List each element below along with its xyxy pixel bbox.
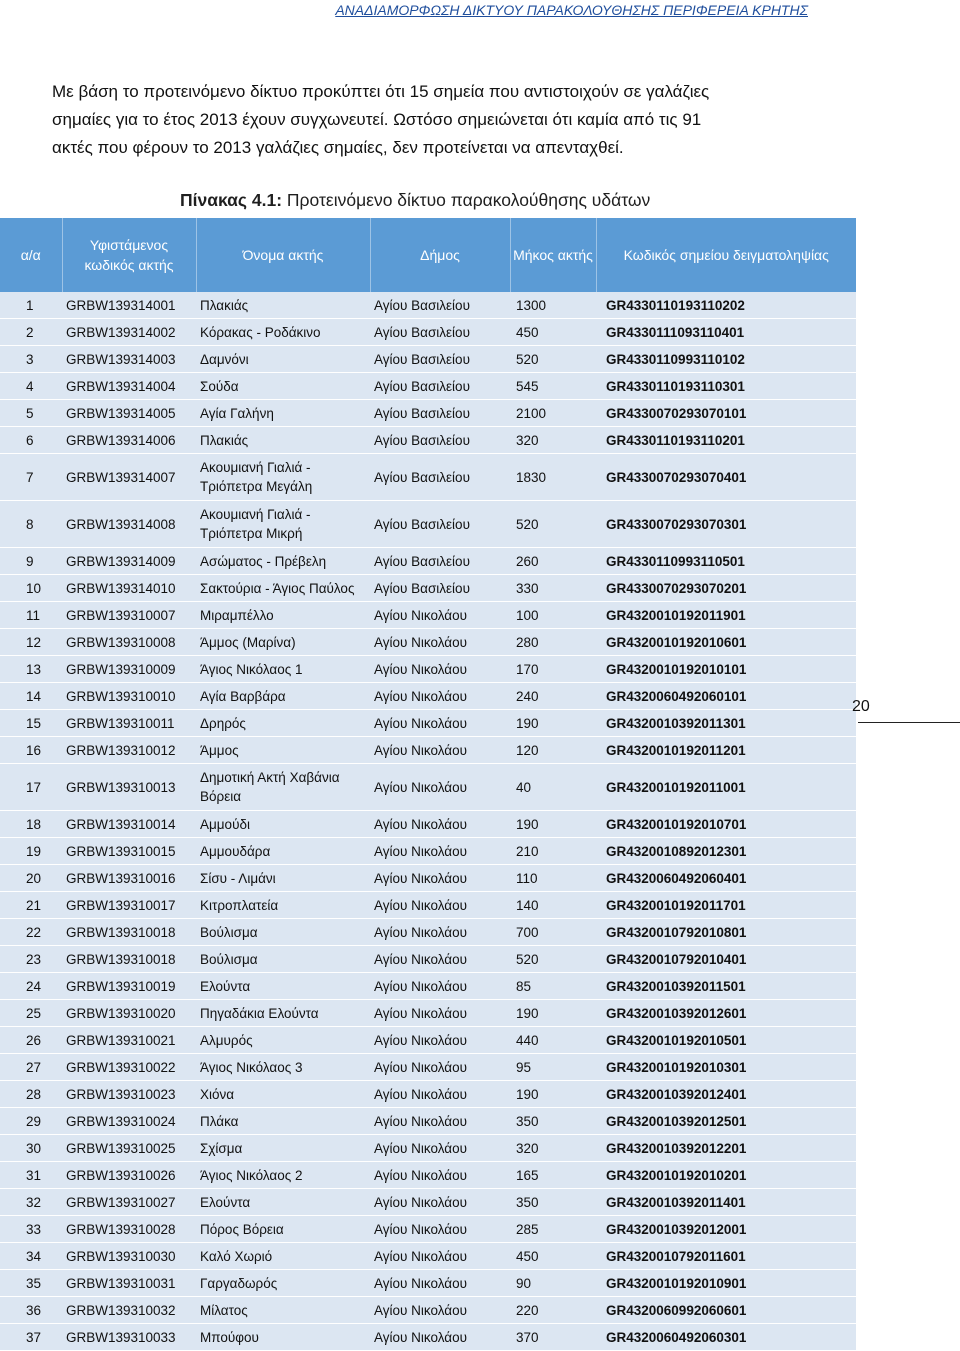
intro-line: ακτές που φέρουν το 2013 γαλάζιες σημαίες, δεν προτείνεται να απενταχθεί. [52, 138, 624, 157]
cell-sample-point: GR4320060492060101 [596, 683, 856, 710]
table-row [0, 1054, 856, 1081]
cell-length: 90 [510, 1270, 596, 1297]
table-row [0, 629, 856, 656]
cell-aa: 20 [0, 865, 62, 892]
header-municipality: Δήμος [370, 218, 510, 292]
table-row [0, 1270, 856, 1297]
cell-municipality: Αγίου Νικολάου [370, 892, 510, 919]
cell-name: Άμμος (Μαρίνα) [196, 629, 370, 656]
cell-length: 450 [510, 319, 596, 346]
cell-name: Δημοτική Ακτή Χαβάνια Βόρεια [196, 764, 370, 811]
cell-aa: 31 [0, 1162, 62, 1189]
cell-sample-point: GR4320010792011601 [596, 1243, 856, 1270]
cell-code: GRBW139310019 [62, 973, 196, 1000]
cell-sample-point: GR4320010192010501 [596, 1027, 856, 1054]
cell-code: GRBW139314006 [62, 427, 196, 454]
cell-municipality: Αγίου Βασιλείου [370, 319, 510, 346]
cell-aa: 25 [0, 1000, 62, 1027]
cell-code: GRBW139310031 [62, 1270, 196, 1297]
table-row [0, 683, 856, 710]
cell-length: 190 [510, 1081, 596, 1108]
cell-code: GRBW139314002 [62, 319, 196, 346]
cell-sample-point: GR4320010392012401 [596, 1081, 856, 1108]
cell-sample-point: GR4330110993110102 [596, 346, 856, 373]
cell-name: Αλμυρός [196, 1027, 370, 1054]
cell-length: 1300 [510, 292, 596, 319]
cell-municipality: Αγίου Νικολάου [370, 629, 510, 656]
cell-aa: 26 [0, 1027, 62, 1054]
cell-sample-point: GR4330110193110301 [596, 373, 856, 400]
table-row [0, 1216, 856, 1243]
cell-code: GRBW139310007 [62, 602, 196, 629]
table-row [0, 454, 856, 501]
cell-municipality: Αγίου Βασιλείου [370, 501, 510, 548]
cell-municipality: Αγίου Νικολάου [370, 710, 510, 737]
cell-name: Σακτούρια - Άγιος Παύλος [196, 575, 370, 602]
cell-length: 210 [510, 838, 596, 865]
intro-line: σημαίες για το έτος 2013 έχουν συγχωνευτεί. Ωστόσο σημειώνεται ότι καμία από τις 91 [52, 110, 702, 129]
cell-name: Άμμος [196, 737, 370, 764]
cell-name: Αγία Βαρβάρα [196, 683, 370, 710]
table-row [0, 427, 856, 454]
cell-municipality: Αγίου Νικολάου [370, 865, 510, 892]
cell-municipality: Αγίου Νικολάου [370, 1027, 510, 1054]
cell-aa: 14 [0, 683, 62, 710]
cell-length: 165 [510, 1162, 596, 1189]
cell-name: Πλακιάς [196, 292, 370, 319]
cell-municipality: Αγίου Νικολάου [370, 973, 510, 1000]
table-row [0, 865, 856, 892]
cell-aa: 27 [0, 1054, 62, 1081]
cell-length: 520 [510, 501, 596, 548]
cell-name: Βούλισμα [196, 946, 370, 973]
cell-municipality: Αγίου Νικολάου [370, 1189, 510, 1216]
cell-code: GRBW139314005 [62, 400, 196, 427]
cell-municipality: Αγίου Νικολάου [370, 1054, 510, 1081]
cell-code: GRBW139310027 [62, 1189, 196, 1216]
cell-length: 320 [510, 427, 596, 454]
cell-municipality: Αγίου Νικολάου [370, 1297, 510, 1324]
caption-text: Προτεινόμενο δίκτυο παρακολούθησης υδάτων [282, 190, 651, 210]
header-aa: α/α [0, 218, 62, 292]
cell-code: GRBW139310024 [62, 1108, 196, 1135]
cell-aa: 23 [0, 946, 62, 973]
cell-sample-point: GR4320010392012601 [596, 1000, 856, 1027]
running-header: ΑΝΑΔΙΑΜΟΡΦΩΣΗ ΔΙΚΤΥΟΥ ΠΑΡΑΚΟΛΟΥΘΗΣΗΣ ΠΕΡΙΦΕΡΕΙΑ ΚΡΗΤΗΣ [335, 2, 808, 18]
cell-length: 120 [510, 737, 596, 764]
cell-length: 140 [510, 892, 596, 919]
cell-aa: 22 [0, 919, 62, 946]
cell-length: 170 [510, 656, 596, 683]
cell-length: 190 [510, 710, 596, 737]
cell-sample-point: GR4330111093110401 [596, 319, 856, 346]
cell-name: Δαμνόνι [196, 346, 370, 373]
cell-sample-point: GR4320010392011501 [596, 973, 856, 1000]
cell-municipality: Αγίου Νικολάου [370, 838, 510, 865]
cell-name: Ελούντα [196, 1189, 370, 1216]
cell-length: 95 [510, 1054, 596, 1081]
cell-length: 285 [510, 1216, 596, 1243]
cell-code: GRBW139310014 [62, 811, 196, 838]
cell-length: 520 [510, 946, 596, 973]
cell-name: Άγιος Νικόλαος 3 [196, 1054, 370, 1081]
cell-code: GRBW139310028 [62, 1216, 196, 1243]
cell-municipality: Αγίου Νικολάου [370, 1162, 510, 1189]
cell-length: 545 [510, 373, 596, 400]
cell-aa: 6 [0, 427, 62, 454]
table-row [0, 1189, 856, 1216]
cell-sample-point: GR4330070293070401 [596, 454, 856, 501]
cell-length: 190 [510, 811, 596, 838]
cell-code: GRBW139314010 [62, 575, 196, 602]
cell-name: Ελούντα [196, 973, 370, 1000]
cell-aa: 4 [0, 373, 62, 400]
cell-sample-point: GR4330110193110202 [596, 292, 856, 319]
cell-code: GRBW139310026 [62, 1162, 196, 1189]
intro-paragraph [52, 78, 832, 162]
cell-aa: 1 [0, 292, 62, 319]
cell-name: Αμμούδι [196, 811, 370, 838]
cell-length: 100 [510, 602, 596, 629]
cell-length: 350 [510, 1189, 596, 1216]
cell-aa: 19 [0, 838, 62, 865]
cell-length: 320 [510, 1135, 596, 1162]
page-number-rule [858, 722, 960, 723]
cell-municipality: Αγίου Νικολάου [370, 656, 510, 683]
table-row [0, 292, 856, 319]
cell-code: GRBW139310018 [62, 919, 196, 946]
table-row [0, 1243, 856, 1270]
cell-name: Κιτροπλατεία [196, 892, 370, 919]
cell-aa: 28 [0, 1081, 62, 1108]
header-code: Υφιστάμενος κωδικός ακτής [62, 218, 196, 292]
table-row [0, 1000, 856, 1027]
cell-code: GRBW139314001 [62, 292, 196, 319]
cell-aa: 15 [0, 710, 62, 737]
cell-code: GRBW139314008 [62, 501, 196, 548]
cell-municipality: Αγίου Βασιλείου [370, 454, 510, 501]
cell-name: Άγιος Νικόλαος 2 [196, 1162, 370, 1189]
cell-municipality: Αγίου Νικολάου [370, 602, 510, 629]
cell-code: GRBW139310017 [62, 892, 196, 919]
table-row [0, 602, 856, 629]
cell-aa: 37 [0, 1324, 62, 1351]
cell-municipality: Αγίου Βασιλείου [370, 548, 510, 575]
cell-aa: 16 [0, 737, 62, 764]
cell-length: 240 [510, 683, 596, 710]
cell-sample-point: GR4320010892012301 [596, 838, 856, 865]
monitoring-network-table [0, 218, 856, 1351]
cell-sample-point: GR4320060992060601 [596, 1297, 856, 1324]
cell-name: Ακουμιανή Γιαλιά - Τριόπετρα Μεγάλη [196, 454, 370, 501]
cell-code: GRBW139314009 [62, 548, 196, 575]
cell-sample-point: GR4320010392011301 [596, 710, 856, 737]
cell-municipality: Αγίου Νικολάου [370, 683, 510, 710]
cell-municipality: Αγίου Νικολάου [370, 811, 510, 838]
cell-aa: 3 [0, 346, 62, 373]
cell-municipality: Αγίου Νικολάου [370, 946, 510, 973]
table-row [0, 1027, 856, 1054]
cell-sample-point: GR4320010192010701 [596, 811, 856, 838]
cell-sample-point: GR4320010792010801 [596, 919, 856, 946]
cell-length: 260 [510, 548, 596, 575]
cell-name: Άγιος Νικόλαος 1 [196, 656, 370, 683]
header-name: Όνομα ακτής [196, 218, 370, 292]
cell-aa: 18 [0, 811, 62, 838]
cell-municipality: Αγίου Νικολάου [370, 1081, 510, 1108]
cell-sample-point: GR4320010192010201 [596, 1162, 856, 1189]
cell-aa: 8 [0, 501, 62, 548]
cell-length: 520 [510, 346, 596, 373]
cell-length: 110 [510, 865, 596, 892]
cell-code: GRBW139310013 [62, 764, 196, 811]
cell-municipality: Αγίου Νικολάου [370, 764, 510, 811]
cell-aa: 24 [0, 973, 62, 1000]
cell-name: Μίλατος [196, 1297, 370, 1324]
table-row [0, 373, 856, 400]
cell-code: GRBW139310021 [62, 1027, 196, 1054]
cell-sample-point: GR4320010192010301 [596, 1054, 856, 1081]
cell-sample-point: GR4330110993110501 [596, 548, 856, 575]
cell-aa: 5 [0, 400, 62, 427]
cell-code: GRBW139310018 [62, 946, 196, 973]
cell-length: 1830 [510, 454, 596, 501]
table-row [0, 1324, 856, 1351]
cell-name: Σούδα [196, 373, 370, 400]
cell-sample-point: GR4320010392012501 [596, 1108, 856, 1135]
cell-name: Σχίσμα [196, 1135, 370, 1162]
cell-length: 190 [510, 1000, 596, 1027]
table-row [0, 919, 856, 946]
cell-sample-point: GR4320010392012001 [596, 1216, 856, 1243]
cell-name: Κόρακας - Ροδάκινο [196, 319, 370, 346]
cell-name: Χιόνα [196, 1081, 370, 1108]
table-row [0, 1108, 856, 1135]
cell-aa: 30 [0, 1135, 62, 1162]
table-row [0, 548, 856, 575]
cell-sample-point: GR4320060492060301 [596, 1324, 856, 1351]
cell-length: 370 [510, 1324, 596, 1351]
cell-code: GRBW139310016 [62, 865, 196, 892]
cell-aa: 32 [0, 1189, 62, 1216]
cell-length: 440 [510, 1027, 596, 1054]
cell-length: 450 [510, 1243, 596, 1270]
cell-name: Μιραμπέλλο [196, 602, 370, 629]
cell-code: GRBW139314007 [62, 454, 196, 501]
cell-name: Πόρος Βόρεια [196, 1216, 370, 1243]
cell-name: Δρηρός [196, 710, 370, 737]
cell-code: GRBW139314003 [62, 346, 196, 373]
table-row [0, 1297, 856, 1324]
cell-municipality: Αγίου Νικολάου [370, 1324, 510, 1351]
cell-code: GRBW139310025 [62, 1135, 196, 1162]
cell-code: GRBW139310009 [62, 656, 196, 683]
cell-sample-point: GR4320010392012201 [596, 1135, 856, 1162]
cell-municipality: Αγίου Νικολάου [370, 1216, 510, 1243]
table-row [0, 946, 856, 973]
cell-municipality: Αγίου Βασιλείου [370, 575, 510, 602]
cell-aa: 2 [0, 319, 62, 346]
cell-length: 40 [510, 764, 596, 811]
cell-name: Πηγαδάκια Ελούντα [196, 1000, 370, 1027]
cell-sample-point: GR4330070293070301 [596, 501, 856, 548]
cell-municipality: Αγίου Βασιλείου [370, 427, 510, 454]
cell-code: GRBW139310010 [62, 683, 196, 710]
cell-name: Σίσυ - Λιμάνι [196, 865, 370, 892]
table-row [0, 1081, 856, 1108]
table-caption [180, 190, 650, 211]
cell-code: GRBW139310008 [62, 629, 196, 656]
cell-code: GRBW139310033 [62, 1324, 196, 1351]
caption-label: Πίνακας 4.1: [180, 190, 283, 210]
cell-length: 220 [510, 1297, 596, 1324]
cell-code: GRBW139310030 [62, 1243, 196, 1270]
cell-name: Ακουμιανή Γιαλιά - Τριόπετρα Μικρή [196, 501, 370, 548]
intro-line: Με βάση το προτεινόμενο δίκτυο προκύπτει ότι 15 σημεία που αντιστοιχούν σε γαλάζιες [52, 82, 710, 101]
cell-aa: 29 [0, 1108, 62, 1135]
table-row [0, 346, 856, 373]
cell-aa: 34 [0, 1243, 62, 1270]
table-row [0, 319, 856, 346]
cell-sample-point: GR4330110193110201 [596, 427, 856, 454]
cell-code: GRBW139310012 [62, 737, 196, 764]
cell-aa: 7 [0, 454, 62, 501]
cell-municipality: Αγίου Νικολάου [370, 919, 510, 946]
cell-name: Ασώματος - Πρέβελη [196, 548, 370, 575]
cell-code: GRBW139314004 [62, 373, 196, 400]
cell-aa: 21 [0, 892, 62, 919]
cell-length: 350 [510, 1108, 596, 1135]
cell-sample-point: GR4320010192010601 [596, 629, 856, 656]
table-row [0, 838, 856, 865]
cell-sample-point: GR4320010192011901 [596, 602, 856, 629]
table-row [0, 501, 856, 548]
cell-aa: 10 [0, 575, 62, 602]
table-row [0, 656, 856, 683]
cell-aa: 9 [0, 548, 62, 575]
cell-code: GRBW139310032 [62, 1297, 196, 1324]
table-row [0, 764, 856, 811]
table-row [0, 710, 856, 737]
page-number: 20 [852, 698, 870, 715]
cell-sample-point: GR4330070293070201 [596, 575, 856, 602]
cell-sample-point: GR4330070293070101 [596, 400, 856, 427]
cell-length: 280 [510, 629, 596, 656]
cell-length: 330 [510, 575, 596, 602]
cell-aa: 13 [0, 656, 62, 683]
cell-municipality: Αγίου Νικολάου [370, 1000, 510, 1027]
cell-municipality: Αγίου Νικολάου [370, 1243, 510, 1270]
cell-length: 2100 [510, 400, 596, 427]
cell-code: GRBW139310015 [62, 838, 196, 865]
cell-sample-point: GR4320010192011201 [596, 737, 856, 764]
cell-sample-point: GR4320010792010401 [596, 946, 856, 973]
cell-municipality: Αγίου Βασιλείου [370, 373, 510, 400]
table-header-row [0, 218, 856, 292]
cell-aa: 36 [0, 1297, 62, 1324]
cell-length: 700 [510, 919, 596, 946]
cell-municipality: Αγίου Βασιλείου [370, 400, 510, 427]
cell-length: 85 [510, 973, 596, 1000]
cell-name: Αμμουδάρα [196, 838, 370, 865]
header-sample-point: Κωδικός σημείου δειγματοληψίας [596, 218, 856, 292]
cell-sample-point: GR4320010392011401 [596, 1189, 856, 1216]
cell-name: Πλακιάς [196, 427, 370, 454]
cell-municipality: Αγίου Νικολάου [370, 1135, 510, 1162]
cell-name: Γαργαδωρός [196, 1270, 370, 1297]
cell-code: GRBW139310020 [62, 1000, 196, 1027]
cell-municipality: Αγίου Βασιλείου [370, 292, 510, 319]
cell-aa: 12 [0, 629, 62, 656]
cell-sample-point: GR4320010192011001 [596, 764, 856, 811]
cell-municipality: Αγίου Νικολάου [370, 1270, 510, 1297]
cell-municipality: Αγίου Νικολάου [370, 737, 510, 764]
cell-municipality: Αγίου Νικολάου [370, 1108, 510, 1135]
table-row [0, 1162, 856, 1189]
cell-aa: 11 [0, 602, 62, 629]
cell-sample-point: GR4320010192011701 [596, 892, 856, 919]
cell-name: Αγία Γαλήνη [196, 400, 370, 427]
cell-name: Καλό Χωριό [196, 1243, 370, 1270]
cell-sample-point: GR4320010192010101 [596, 656, 856, 683]
cell-aa: 33 [0, 1216, 62, 1243]
cell-sample-point: GR4320060492060401 [596, 865, 856, 892]
table-row [0, 737, 856, 764]
cell-name: Μπούφου [196, 1324, 370, 1351]
cell-name: Βούλισμα [196, 919, 370, 946]
cell-code: GRBW139310023 [62, 1081, 196, 1108]
cell-aa: 35 [0, 1270, 62, 1297]
table-row [0, 400, 856, 427]
cell-name: Πλάκα [196, 1108, 370, 1135]
cell-aa: 17 [0, 764, 62, 811]
cell-code: GRBW139310011 [62, 710, 196, 737]
table-row [0, 892, 856, 919]
table-row [0, 575, 856, 602]
table-row [0, 811, 856, 838]
cell-sample-point: GR4320010192010901 [596, 1270, 856, 1297]
cell-municipality: Αγίου Βασιλείου [370, 346, 510, 373]
cell-code: GRBW139310022 [62, 1054, 196, 1081]
header-length: Μήκος ακτής [510, 218, 596, 292]
table-row [0, 973, 856, 1000]
table-row [0, 1135, 856, 1162]
